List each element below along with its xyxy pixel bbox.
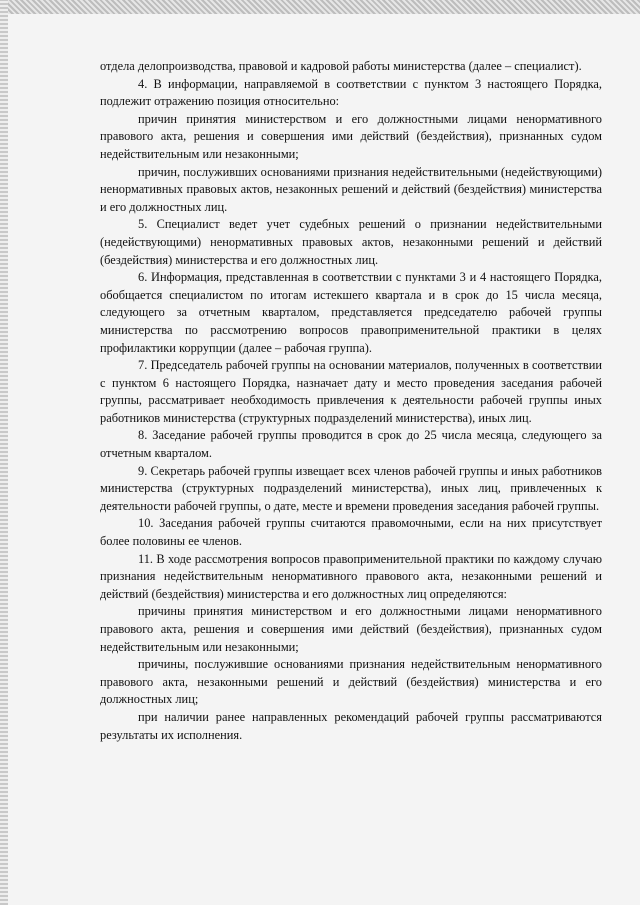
scan-left-edge (0, 0, 8, 905)
paragraph-11-item-1: причины принятия министерством и его должностными лицами ненормативного правового акта, решения и совершения ими действий (бездействия), признанных судом недействительным или незаконными; (100, 604, 602, 654)
paragraph-9: 9. Секретарь рабочей группы извещает всех членов рабочей группы и иных работников министерства (структурных подразделений министерства), иных лиц, привлеченных к деятельности рабочей группы, о дате, месте и времени проведения заседания рабочей группы. (100, 463, 602, 513)
paragraph-6: 6. Информация, представленная в соответствии с пунктами 3 и 4 настоящего Порядка, обобщается специалистом по итогам истекшего квартала и в срок до 15 числа месяца, следующего за отчетным кварталом, представляется председателю рабочей группы министерства по рассмотрению вопросов правоприменительной практики в целях профилактики коррупции (далее – рабочая группа). (100, 270, 602, 355)
paragraph-4: 4. В информации, направляемой в соответствии с пунктом 3 настоящего Порядка, подлежит отражению позиция относительно: (100, 76, 602, 109)
paragraph-8: 8. Заседание рабочей группы проводится в срок до 25 числа месяца, следующего за отчетным кварталом. (100, 428, 602, 461)
paragraph-11: 11. В ходе рассмотрения вопросов правоприменительной практики по каждому случаю признания недействительным ненормативного правового акта, незаконными решений и действий (бездействия) министерства и его должностных лиц определяются: (100, 551, 602, 601)
paragraph-10: 10. Заседания рабочей группы считаются правомочными, если на них присутствует более половины ее членов. (100, 516, 602, 549)
paragraph-5: 5. Специалист ведет учет судебных решений о признании недействительными (недействующими) ненормативных правовых актов, незаконными решений и действий (бездействия) министерства и его должностных лиц. (100, 217, 602, 267)
document-page (100, 58, 602, 744)
paragraph-11-item-3: при наличии ранее направленных рекомендаций рабочей группы рассматриваются результаты их исполнения. (100, 709, 602, 742)
paragraph-11-item-2: причины, послужившие основаниями признания недействительным ненормативного правового акта, незаконными решений и действий (бездействия) министерства и его должностных лиц; (100, 657, 602, 707)
paragraph-4-item-1: причин принятия министерством и его должностными лицами ненормативного правового акта, решения и совершения ими действий (бездействия), признанных судом недействительным или незаконными; (100, 111, 602, 161)
scan-top-edge (0, 0, 640, 14)
paragraph-continuation: отдела делопроизводства, правовой и кадровой работы министерства (далее – специалист). (100, 59, 582, 73)
paragraph-4-item-2: причин, послуживших основаниями признания недействительными (недействующими) ненормативных правовых актов, незаконных решений и действий (бездействия) министерства и его должностных лиц. (100, 164, 602, 214)
paragraph-7: 7. Председатель рабочей группы на основании материалов, полученных в соответствии с пунктом 6 настоящего Порядка, назначает дату и место проведения заседания рабочей группы, рассматривает необходимость привлечения к деятельности рабочей группы иных работников министерства (структурных подразделений министерства), иных лиц. (100, 358, 602, 425)
